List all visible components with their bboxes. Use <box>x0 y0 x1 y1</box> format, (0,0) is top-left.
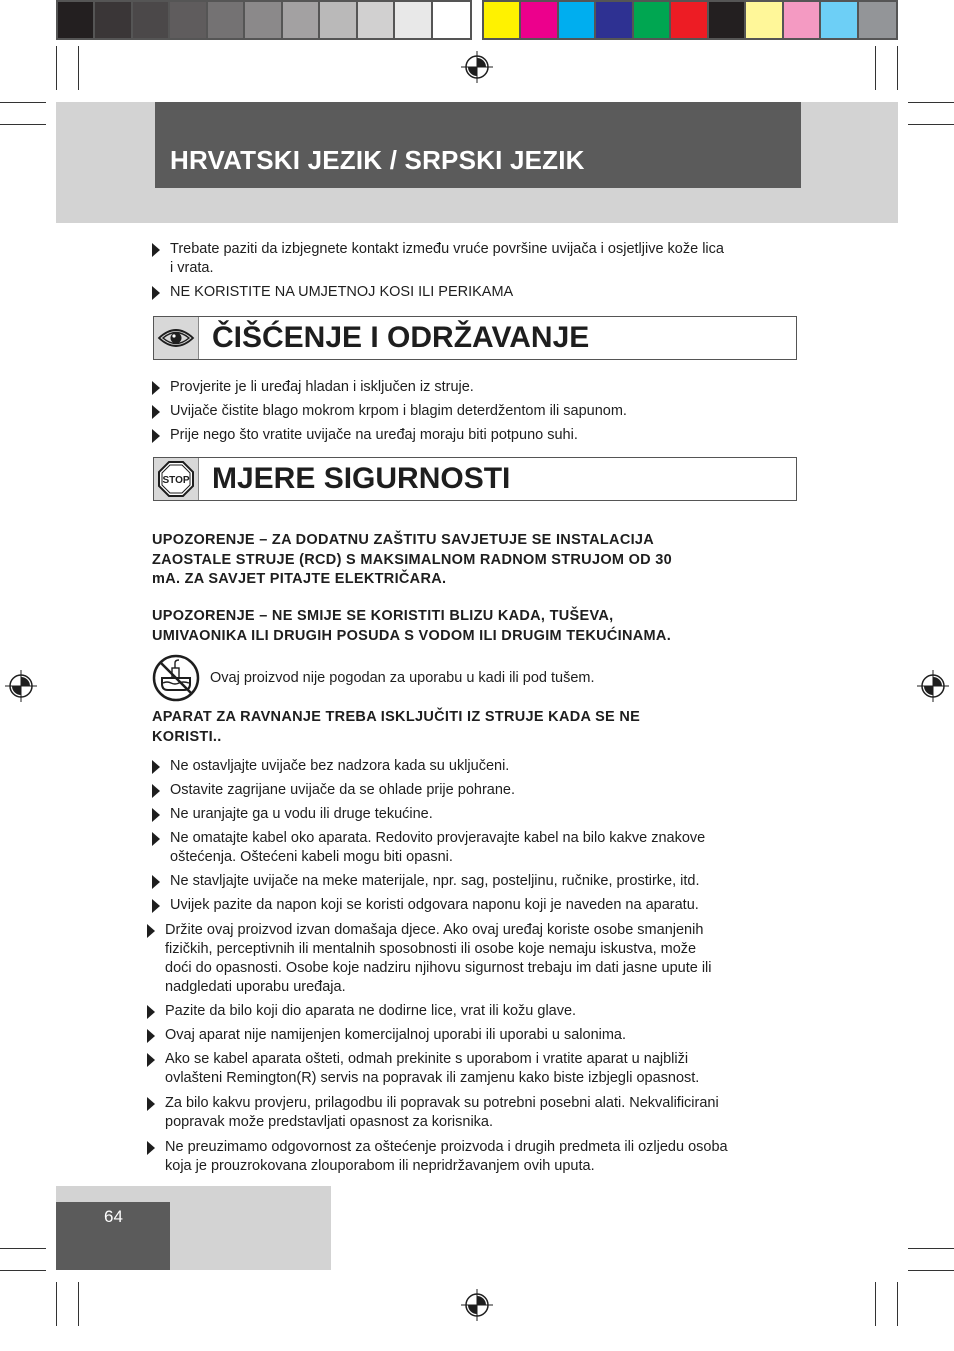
crop-mark <box>908 102 954 103</box>
section-title: MJERE SIGURNOSTI <box>212 462 511 495</box>
list-item <box>147 1138 728 1176</box>
list-item-text: Ovaj aparat nije namijenjen komercijalnoj uporabi ili uporabi u salonima. <box>165 1027 627 1043</box>
list-item-text: doći do opasnosti. Osobe koje nadziru njihovu sigurnost trebaju im dati jasne upute ili <box>165 960 712 976</box>
bullet-arrow-icon <box>147 1141 155 1155</box>
color-swatch <box>170 2 207 38</box>
color-swatch <box>634 2 671 38</box>
color-swatch <box>58 2 95 38</box>
color-swatch <box>521 2 558 38</box>
crop-mark <box>56 1282 57 1326</box>
list-item-text: Prije nego što vratite uvijače na uređaj moraju biti potpuno suhi. <box>170 427 578 443</box>
list-item <box>152 240 724 278</box>
warning-line: UPOZORENJE – ZA DODATNU ZAŠTITU SAVJETUJE SE INSTALACIJA <box>152 532 655 548</box>
warning-line: KORISTI.. <box>152 728 222 745</box>
crop-mark <box>78 46 79 90</box>
crosshair-registration-icon <box>461 1289 493 1321</box>
color-swatch <box>395 2 432 38</box>
warning-line: ZAOSTALE STRUJE (RCD) S MAKSIMALNOM RADNOM STRUJOM OD 30 <box>152 551 673 568</box>
crop-mark <box>0 1270 46 1271</box>
list-item <box>152 781 515 800</box>
crosshair-registration-icon <box>5 670 37 702</box>
no-bath-icon <box>152 654 200 702</box>
bullet-arrow-icon <box>152 429 160 443</box>
warning-water <box>152 607 671 646</box>
list-item-text: fizičkih, perceptivnih ili mentalnih sposobnosti ili osobe koje nemaju iskustva, može <box>165 941 697 957</box>
list-item <box>152 829 705 867</box>
list-item-text: Za bilo kakvu provjeru, prilagodbu ili popravak su potrebni posebni alati. Nekvalificirani <box>165 1095 719 1111</box>
list-item-text: Ne stavljajte uvijače na meke materijale, npr. sag, posteljinu, ručnike, prostirke, itd. <box>170 873 700 889</box>
color-swatch <box>484 2 521 38</box>
bullet-arrow-icon <box>152 784 160 798</box>
stop-sign-label: STOP <box>162 475 190 486</box>
color-swatch <box>245 2 282 38</box>
page-number: 64 <box>104 1207 123 1226</box>
color-swatch <box>746 2 783 38</box>
list-item <box>152 896 699 915</box>
color-swatch <box>433 2 470 38</box>
list-item <box>147 1026 626 1045</box>
list-item <box>147 1002 576 1021</box>
list-item-text: Ne ostavljajte uvijače bez nadzora kada su uključeni. <box>170 758 510 774</box>
crop-mark <box>908 1270 954 1271</box>
bullet-arrow-icon <box>147 1005 155 1019</box>
bullet-arrow-icon <box>152 899 160 913</box>
crop-mark <box>56 46 57 90</box>
crop-mark <box>875 1282 876 1326</box>
list-item <box>152 378 474 397</box>
list-item-text: Ne omatajte kabel oko aparata. Redovito provjeravajte kabel na bilo kakve znakove <box>170 830 706 846</box>
crop-mark <box>897 46 898 90</box>
bath-note: Ovaj proizvod nije pogodan za uporabu u kadi ili pod tušem. <box>210 670 595 686</box>
bullet-arrow-icon <box>152 405 160 419</box>
color-swatch <box>559 2 596 38</box>
gray-calibration-bar <box>56 0 472 40</box>
warning-line: mA. ZA SAVJET PITAJTE ELEKTRIČARA. <box>152 571 447 587</box>
color-swatch <box>283 2 320 38</box>
bullet-arrow-icon <box>152 875 160 889</box>
list-item-text: popravak može predstavljati opasnost za korisnika. <box>165 1114 494 1130</box>
list-item <box>147 1050 699 1088</box>
list-item <box>152 426 578 445</box>
crop-mark <box>0 102 46 103</box>
bullet-arrow-icon <box>147 1097 155 1111</box>
bullet-arrow-icon <box>152 808 160 822</box>
section-header-safety <box>153 457 797 501</box>
list-item <box>152 402 627 421</box>
bullet-arrow-icon <box>152 381 160 395</box>
list-item-text: Držite ovaj proizvod izvan domašaja djece. Ako ovaj uređaj koriste osobe smanjenih <box>165 922 704 938</box>
crop-mark <box>78 1282 79 1326</box>
list-item <box>152 872 700 891</box>
crosshair-registration-icon <box>917 670 949 702</box>
crop-mark <box>908 124 954 125</box>
section-title: ČIŠĆENJE I ODRŽAVANJE <box>212 321 590 354</box>
color-swatch <box>95 2 132 38</box>
crop-mark <box>897 1282 898 1326</box>
list-item-text: i vrata. <box>170 260 214 276</box>
color-swatch <box>320 2 357 38</box>
crop-mark <box>0 1248 46 1249</box>
warning-unplug <box>152 708 640 747</box>
warning-line: APARAT ZA RAVNANJE TREBA ISKLJUČITI IZ STRUJE KADA SE NE <box>152 709 641 725</box>
list-item-text: Trebate paziti da izbjegnete kontakt između vruće površine uvijača i osjetljive kože lica <box>170 241 724 257</box>
section-icon-cell <box>154 317 199 359</box>
crosshair-registration-icon <box>461 51 493 83</box>
color-swatch <box>208 2 245 38</box>
color-swatch <box>709 2 746 38</box>
list-item-text: Ostavite zagrijane uvijače da se ohlade prije pohrane. <box>170 782 515 798</box>
bullet-arrow-icon <box>147 924 155 938</box>
list-item-text: oštećenja. Oštećeni kabeli mogu biti opasni. <box>170 849 453 865</box>
list-item-text: Provjerite je li uređaj hladan i isključen iz struje. <box>170 379 474 395</box>
list-item <box>152 757 509 776</box>
bullet-arrow-icon <box>147 1029 155 1043</box>
color-swatch <box>358 2 395 38</box>
list-item-text: Ne preuzimamo odgovornost za oštećenje proizvoda i drugih predmeta ili ozljedu osoba <box>165 1139 728 1155</box>
list-item-text: nadgledati uporabu uređaja. <box>165 979 346 995</box>
bullet-arrow-icon <box>152 832 160 846</box>
color-swatch <box>859 2 896 38</box>
eye-icon <box>157 326 195 350</box>
page-title: HRVATSKI JEZIK / SRPSKI JEZIK <box>170 145 585 175</box>
list-item-text: Pazite da bilo koji dio aparata ne dodirne lice, vrat ili kožu glave. <box>165 1003 577 1019</box>
list-item-text: koja je prouzrokovana zlouporabom ili nepridržavanjem ovih uputa. <box>165 1158 595 1174</box>
list-item <box>152 805 433 824</box>
crop-mark <box>875 46 876 90</box>
warning-rcd <box>152 531 672 590</box>
section-icon-cell <box>154 458 199 500</box>
bullet-arrow-icon <box>152 760 160 774</box>
list-item-text: ovlašteni Remington(R) servis na popravak ili zamjenu kako biste izbjegli opasnost. <box>165 1070 700 1086</box>
warning-line: UPOZORENJE – NE SMIJE SE KORISTITI BLIZU KADA, TUŠEVA, <box>152 608 614 624</box>
color-swatch <box>671 2 708 38</box>
section-header-cleaning <box>153 316 797 360</box>
list-item <box>152 283 513 302</box>
warning-line: UMIVAONIKA ILI DRUGIH POSUDA S VODOM ILI DRUGIM TEKUĆINAMA. <box>152 627 672 644</box>
list-item-text: Uvijek pazite da napon koji se koristi odgovara naponu koji je naveden na aparatu. <box>170 897 699 913</box>
list-item-text: NE KORISTITE NA UMJETNOJ KOSI ILI PERIKAMA <box>170 284 514 300</box>
bullet-arrow-icon <box>152 243 160 257</box>
list-item <box>147 921 712 997</box>
color-calibration-bar <box>482 0 898 40</box>
list-item-text: Ako se kabel aparata ošteti, odmah prekinite s uporabom i vratite aparat u najbliži <box>165 1051 689 1067</box>
list-item-text: Uvijače čistite blago mokrom krpom i blagim deterdžentom ili sapunom. <box>170 403 627 419</box>
bullet-arrow-icon <box>152 286 160 300</box>
color-swatch <box>596 2 633 38</box>
color-swatch <box>821 2 858 38</box>
color-swatch <box>133 2 170 38</box>
list-item <box>147 1094 719 1132</box>
list-item-text: Ne uranjajte ga u vodu ili druge tekućine. <box>170 806 433 822</box>
stop-sign-icon <box>157 460 195 498</box>
crop-mark <box>908 1248 954 1249</box>
crop-mark <box>0 124 46 125</box>
bullet-arrow-icon <box>147 1053 155 1067</box>
color-swatch <box>784 2 821 38</box>
